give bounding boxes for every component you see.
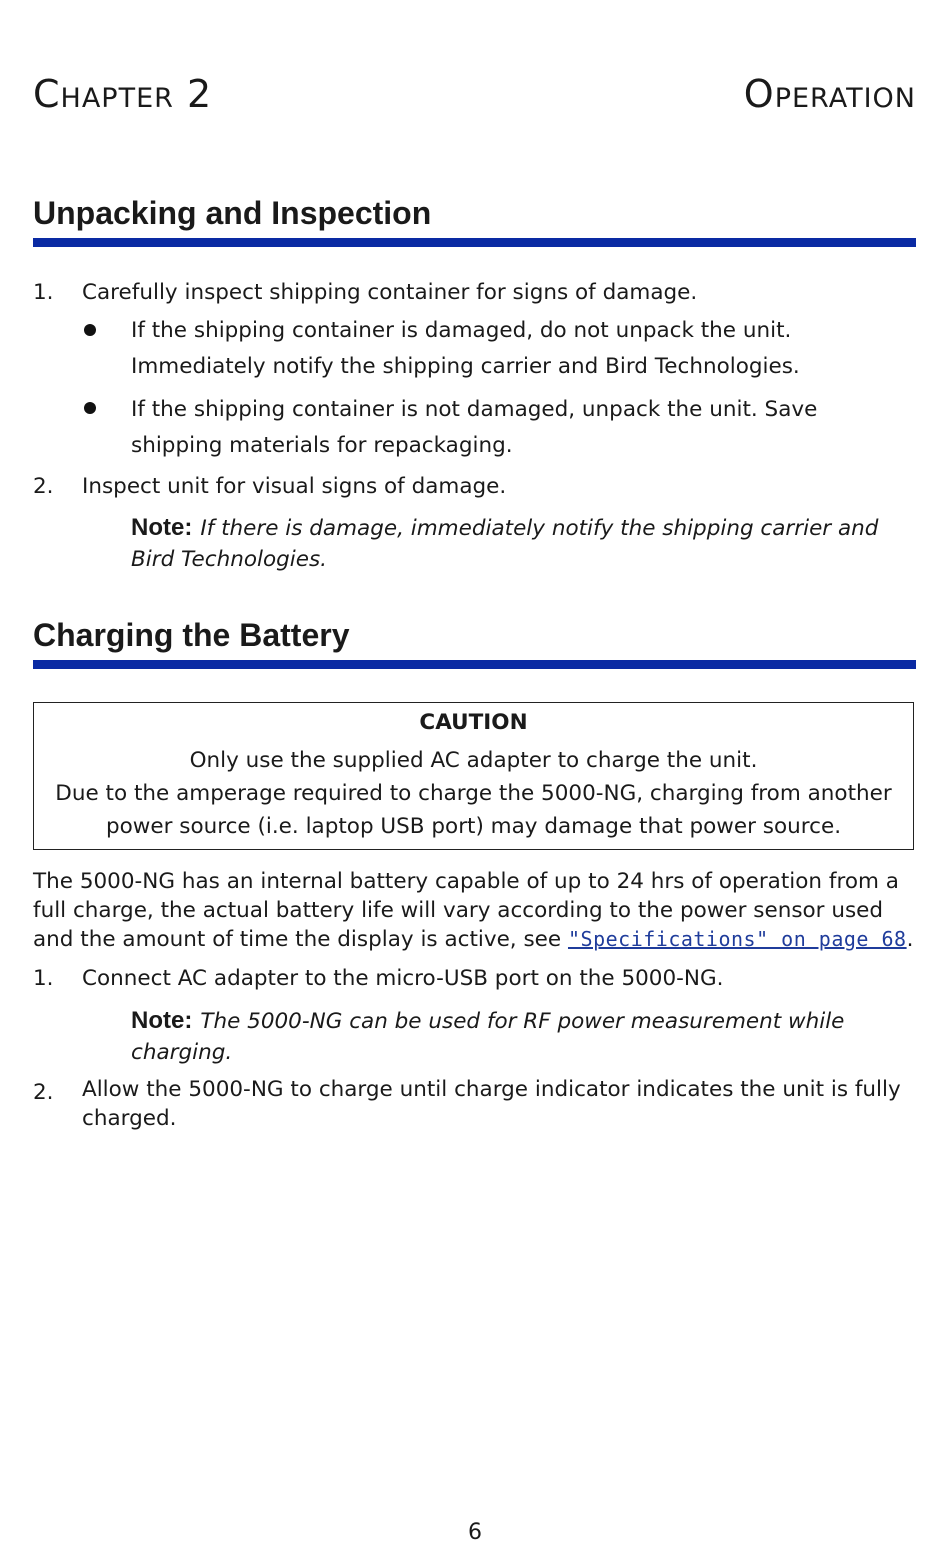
caution-box (33, 702, 914, 850)
paragraph-line: full charge, the actual battery life will vary according to the power sensor used (33, 898, 884, 923)
note-text-line: The 5000-NG can be used for RF power measurement while (200, 1009, 845, 1034)
note-label: Note: (131, 1007, 193, 1034)
bullet-text-line: If the shipping container is damaged, do not unpack the unit. (131, 318, 792, 343)
note-block (131, 1005, 916, 1068)
caution-text-line: Due to the amperage required to charge the 5000-NG, charging from another (55, 781, 892, 806)
note-text-line: If there is damage, immediately notify the shipping carrier and (200, 516, 879, 541)
specifications-link[interactable]: "Specifications" on page 68 (567, 927, 907, 951)
bullet-text-line: If the shipping container is not damaged, unpack the unit. Save (131, 397, 818, 422)
step-text (82, 1075, 916, 1133)
step-text: Inspect unit for visual signs of damage. (82, 474, 507, 499)
step-number: 1. (33, 966, 54, 991)
paragraph-line: The 5000-NG has an internal battery capable of up to 24 hrs of operation from a (33, 869, 899, 894)
caution-title: CAUTION (419, 710, 528, 735)
unpacking-section-title: Unpacking and Inspection (33, 195, 432, 231)
note-text-line: charging. (131, 1040, 233, 1065)
note-text-line: Bird Technologies. (131, 547, 327, 572)
caution-text-line: power source (i.e. laptop USB port) may damage that power source. (105, 814, 842, 839)
bullet-text-line: Immediately notify the shipping carrier and Bird Technologies. (131, 354, 800, 379)
battery-paragraph (33, 867, 916, 954)
chapter-header (33, 72, 916, 122)
step-text: Carefully inspect shipping container for signs of damage. (82, 280, 698, 305)
paragraph-punctuation: . (906, 927, 914, 952)
charging-section-title: Charging the Battery (33, 617, 350, 653)
step-text-line: charged. (82, 1106, 177, 1131)
paragraph-line: and the amount of time the display is active, see (33, 927, 568, 952)
section-divider-rule (33, 238, 916, 247)
note-label: Note: (131, 514, 193, 541)
chapter-section-name: Operation (743, 72, 916, 116)
step-number: 2. (33, 474, 54, 499)
bullet-icon (84, 324, 96, 336)
section-divider-rule (33, 660, 916, 669)
step-number: 2. (33, 1080, 54, 1105)
step-number: 1. (33, 280, 54, 305)
chapter-label: Chapter 2 (33, 72, 213, 116)
bullet-text-line: shipping materials for repackaging. (131, 433, 513, 458)
note-block (131, 512, 916, 575)
page-number: 6 (468, 1520, 482, 1545)
step-text: Connect AC adapter to the micro-USB port on the 5000-NG. (82, 966, 724, 991)
bullet-icon (84, 402, 96, 414)
step-text-line: Allow the 5000-NG to charge until charge indicator indicates the unit is fully (82, 1077, 901, 1102)
caution-text-line: Only use the supplied AC adapter to charge the unit. (189, 748, 758, 773)
